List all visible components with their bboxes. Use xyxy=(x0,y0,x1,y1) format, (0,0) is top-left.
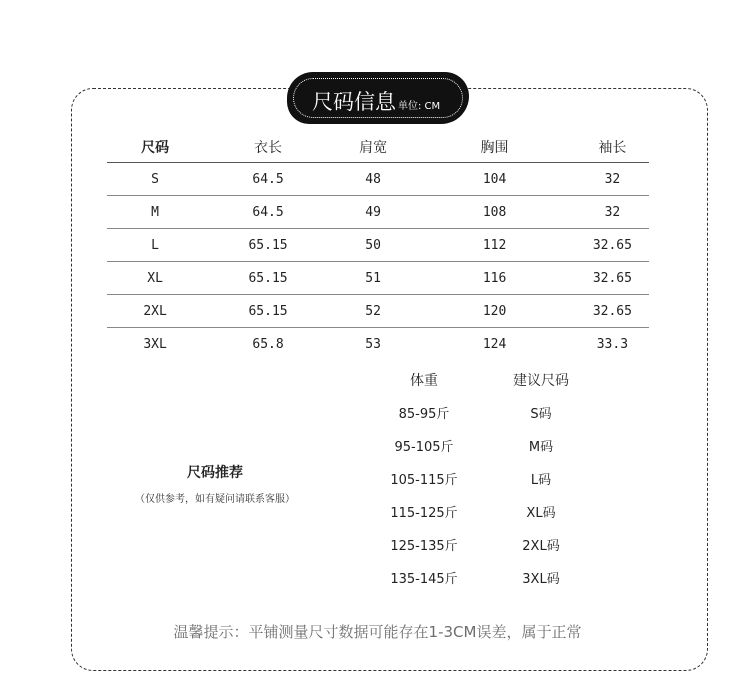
header-suggested-size: 建议尺码 xyxy=(513,373,569,389)
cell-length: 65.15 xyxy=(203,262,333,295)
cell-shoulder: 49 xyxy=(333,196,413,229)
cell-chest: 120 xyxy=(413,295,575,328)
cell-weight: 115-125斤 xyxy=(390,506,458,521)
cell-sleeve: 32.65 xyxy=(576,295,649,328)
header-sleeve: 袖长 xyxy=(576,132,649,163)
table-row xyxy=(373,462,607,495)
table-row xyxy=(373,561,607,594)
title-main: 尺码信息 xyxy=(312,90,396,114)
cell-shoulder: 48 xyxy=(333,163,413,196)
cell-length: 65.15 xyxy=(203,295,333,328)
cell-length: 64.5 xyxy=(203,196,333,229)
recommend-title: 尺码推荐 xyxy=(187,465,243,481)
cell-sleeve: 32.65 xyxy=(576,229,649,262)
cell-size: XL xyxy=(107,262,203,295)
cell-shoulder: 50 xyxy=(333,229,413,262)
cell-suggested-size: 2XL码 xyxy=(522,539,560,554)
table-row xyxy=(107,295,649,328)
cell-size: 2XL xyxy=(107,295,203,328)
table-row xyxy=(373,396,607,429)
cell-suggested-size: 3XL码 xyxy=(522,572,560,587)
cell-shoulder: 51 xyxy=(333,262,413,295)
cell-weight: 85-95斤 xyxy=(398,407,450,422)
page-title xyxy=(312,86,440,116)
cell-chest: 124 xyxy=(482,336,507,352)
header-length: 衣长 xyxy=(203,132,333,163)
table-row xyxy=(107,328,649,361)
cell-size: S xyxy=(107,163,203,196)
cell-chest: 108 xyxy=(413,196,575,229)
cell-suggested-size: S码 xyxy=(530,407,552,422)
cell-sleeve: 33.3 xyxy=(596,336,629,352)
cell-suggested-size: L码 xyxy=(530,473,552,488)
cell-chest: 116 xyxy=(413,262,575,295)
weight-table-header xyxy=(373,364,607,396)
measurement-tip: 温馨提示：平铺测量尺寸数据可能存在1-3CM误差，属于正常 xyxy=(173,623,582,641)
cell-sleeve: 32 xyxy=(576,196,649,229)
size-table xyxy=(107,132,649,360)
table-row xyxy=(373,495,607,528)
table-row xyxy=(373,429,607,462)
cell-shoulder: 52 xyxy=(333,295,413,328)
cell-suggested-size: XL码 xyxy=(526,506,556,521)
header-size: 尺码 xyxy=(107,132,203,163)
cell-length: 64.5 xyxy=(203,163,333,196)
table-row xyxy=(107,163,649,196)
table-row xyxy=(107,196,649,229)
cell-chest: 104 xyxy=(413,163,575,196)
size-table-header xyxy=(107,132,649,163)
recommend-note: （仅供参考，如有疑问请联系客服） xyxy=(135,494,295,505)
cell-length: 65.8 xyxy=(252,336,284,352)
table-row xyxy=(107,262,649,295)
cell-weight: 95-105斤 xyxy=(394,440,454,455)
cell-size: L xyxy=(107,229,203,262)
cell-weight: 135-145斤 xyxy=(390,572,458,587)
cell-sleeve: 32.65 xyxy=(576,262,649,295)
cell-suggested-size: M码 xyxy=(528,440,554,455)
cell-sleeve: 32 xyxy=(576,163,649,196)
table-row xyxy=(373,528,607,561)
cell-size: M xyxy=(107,196,203,229)
cell-weight: 125-135斤 xyxy=(390,539,458,554)
cell-size: 3XL xyxy=(143,336,167,352)
cell-chest: 112 xyxy=(413,229,575,262)
table-row xyxy=(107,229,649,262)
cell-weight: 105-115斤 xyxy=(390,473,458,488)
cell-length: 65.15 xyxy=(203,229,333,262)
title-unit: 单位: CM xyxy=(398,101,441,112)
header-chest: 胸围 xyxy=(413,132,575,163)
weight-table xyxy=(373,364,607,594)
cell-shoulder: 53 xyxy=(365,336,381,352)
header-shoulder: 肩宽 xyxy=(333,132,413,163)
header-weight: 体重 xyxy=(410,373,438,389)
